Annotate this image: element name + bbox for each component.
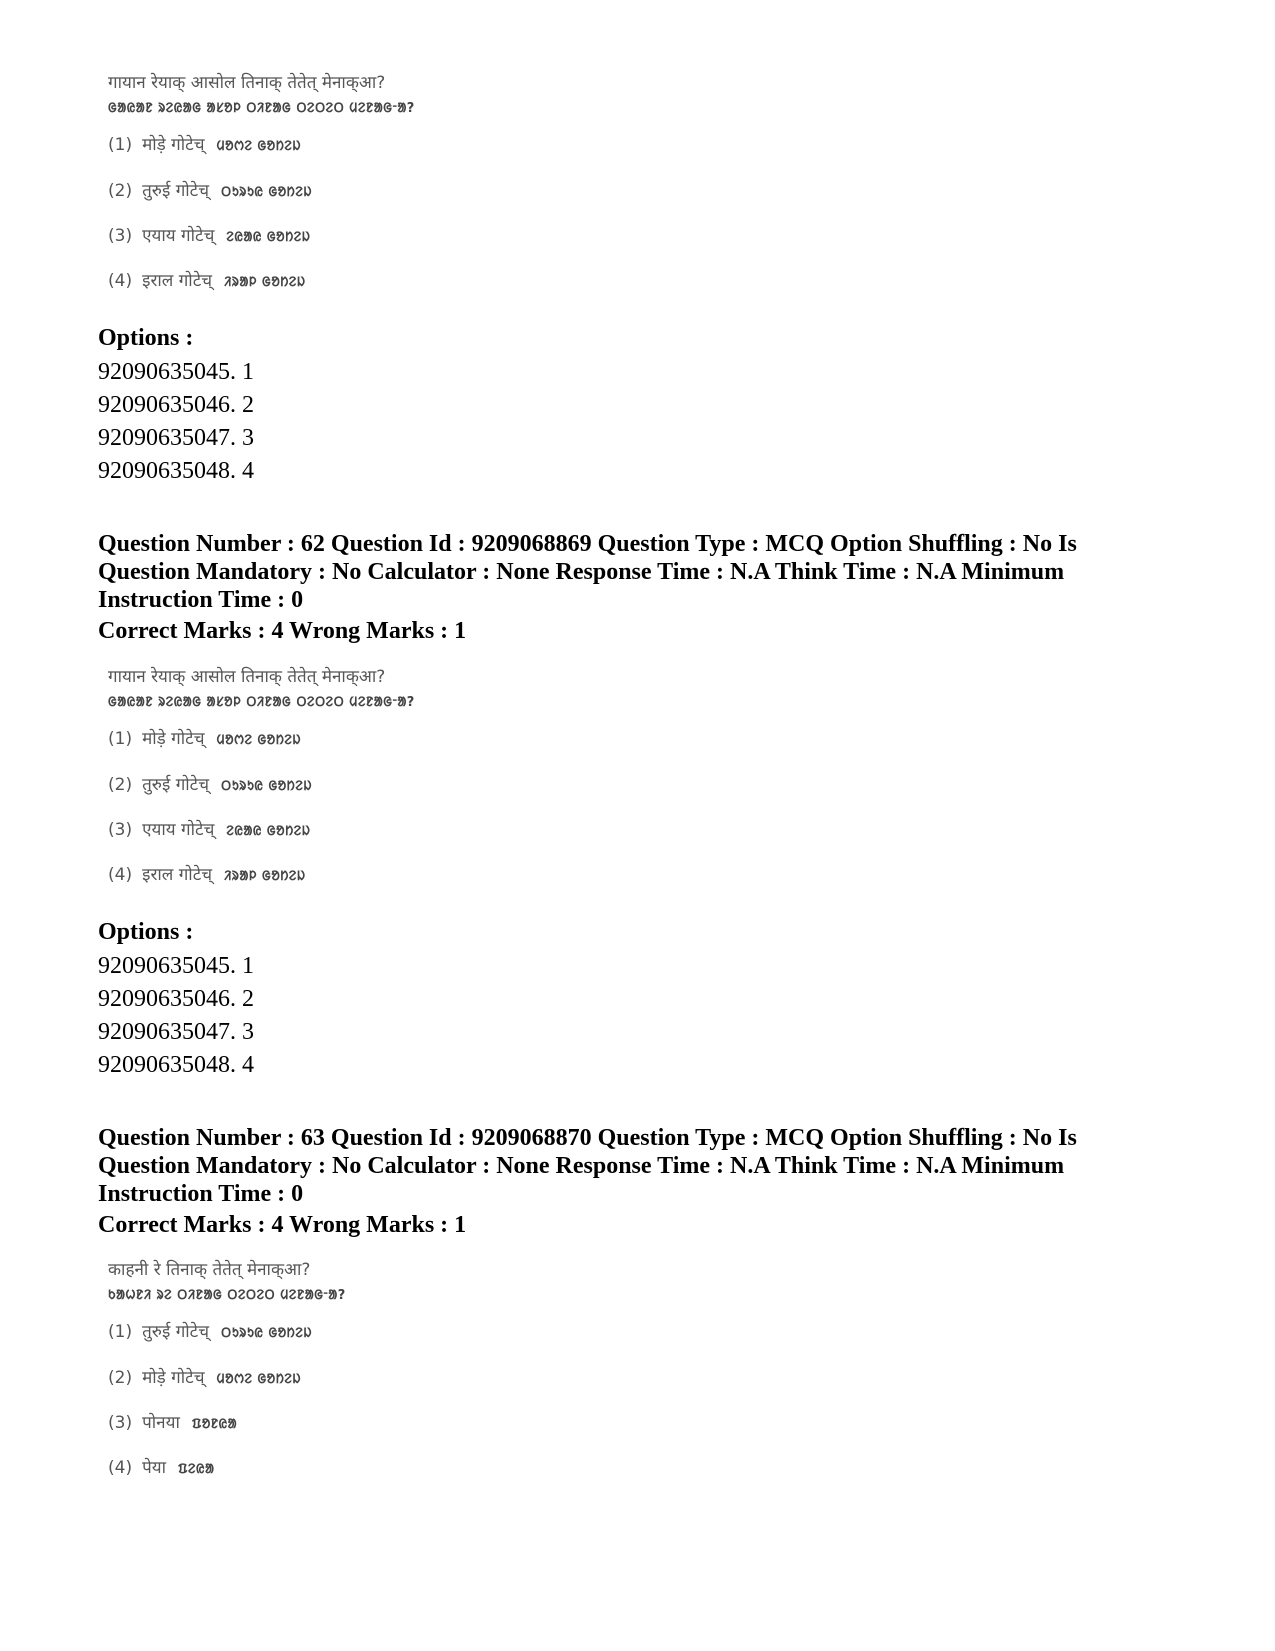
question-stem-olchiki: ᱠᱟᱦᱱᱤ ᱨᱮ ᱛᱤᱱᱟᱜ ᱛᱮᱛᱮᱛ ᱢᱮᱱᱟᱜᱼᱟ? [108,1288,346,1303]
option-row: 92090635045. 1 [98,953,254,979]
question-image [98,68,518,298]
question-image [98,1255,518,1485]
option-row: 92090635048. 4 [98,1052,254,1078]
image-option: (4) इराल गोटेच् ᱤᱨᱟᱞ ᱜᱚᱴᱮᱡ [108,271,306,291]
image-option: (4) इराल गोटेच् ᱤᱨᱟᱞ ᱜᱚᱴᱮᱡ [108,865,306,885]
question-meta [98,530,1188,614]
question-stem-devanagari: गायान रेयाक् आसोल तिनाक् तेतेत् मेनाक्आ? [108,73,386,93]
meta-line: Question Number : 62 Question Id : 9209068869 Question Type : MCQ Option Shuffling : No Is [98,531,1077,557]
image-option: (3) एयाय गोटेच् ᱮᱭᱟᱭ ᱜᱚᱴᱮᱡ [108,820,311,840]
option-row: 92090635046. 2 [98,986,254,1012]
image-option: (3) पोनया ᱯᱚᱱᱭᱟ [108,1413,238,1433]
question-image [98,662,518,892]
option-row: 92090635047. 3 [98,1019,254,1045]
image-option: (1) तुरुई गोटेच् ᱛᱩᱨᱩᱭ ᱜᱚᱴᱮᱡ [108,1322,312,1342]
marks-line: Correct Marks : 4 Wrong Marks : 1 [98,618,467,644]
image-option: (4) पेया ᱯᱮᱭᱟ [108,1458,215,1478]
question-stem-olchiki: ᱜᱟᱭᱟᱱ ᱨᱮᱭᱟᱜ ᱟᱥᱚᱞ ᱛᱤᱱᱟᱜ ᱛᱮᱛᱮᱛ ᱢᱮᱱᱟᱜᱼᱟ? [108,101,415,116]
image-option: (2) मोड़े गोटेच् ᱢᱚᱬᱮ ᱜᱚᱴᱮᱡ [108,1368,302,1388]
image-option: (3) एयाय गोटेच् ᱮᱭᱟᱭ ᱜᱚᱴᱮᱡ [108,226,311,246]
question-stem-devanagari: काहनी रे तिनाक् तेतेत् मेनाक्आ? [108,1260,311,1280]
meta-line: Instruction Time : 0 [98,587,304,613]
question-stem-olchiki: ᱜᱟᱭᱟᱱ ᱨᱮᱭᱟᱜ ᱟᱥᱚᱞ ᱛᱤᱱᱟᱜ ᱛᱮᱛᱮᱛ ᱢᱮᱱᱟᱜᱼᱟ? [108,695,415,710]
question-stem-devanagari: गायान रेयाक् आसोल तिनाक् तेतेत् मेनाक्आ? [108,667,386,687]
meta-line: Question Number : 63 Question Id : 9209068870 Question Type : MCQ Option Shuffling : No Is [98,1125,1077,1151]
options-heading: Options : [98,919,194,945]
image-option: (2) तुरुई गोटेच् ᱛᱩᱨᱩᱭ ᱜᱚᱴᱮᱡ [108,775,312,795]
marks-line: Correct Marks : 4 Wrong Marks : 1 [98,1212,467,1238]
image-option: (2) तुरुई गोटेच् ᱛᱩᱨᱩᱭ ᱜᱚᱴᱮᱡ [108,181,312,201]
meta-line: Instruction Time : 0 [98,1181,304,1207]
question-meta [98,1124,1188,1208]
image-option: (1) मोड़े गोटेच् ᱢᱚᱬᱮ ᱜᱚᱴᱮᱡ [108,135,302,155]
option-row: 92090635047. 3 [98,425,254,451]
option-row: 92090635048. 4 [98,458,254,484]
option-row: 92090635046. 2 [98,392,254,418]
meta-line: Question Mandatory : No Calculator : None Response Time : N.A Think Time : N.A Minimum [98,1153,1065,1179]
image-option: (1) मोड़े गोटेच् ᱢᱚᱬᱮ ᱜᱚᱴᱮᱡ [108,729,302,749]
meta-line: Question Mandatory : No Calculator : None Response Time : N.A Think Time : N.A Minimum [98,559,1065,585]
options-heading: Options : [98,325,194,351]
option-row: 92090635045. 1 [98,359,254,385]
